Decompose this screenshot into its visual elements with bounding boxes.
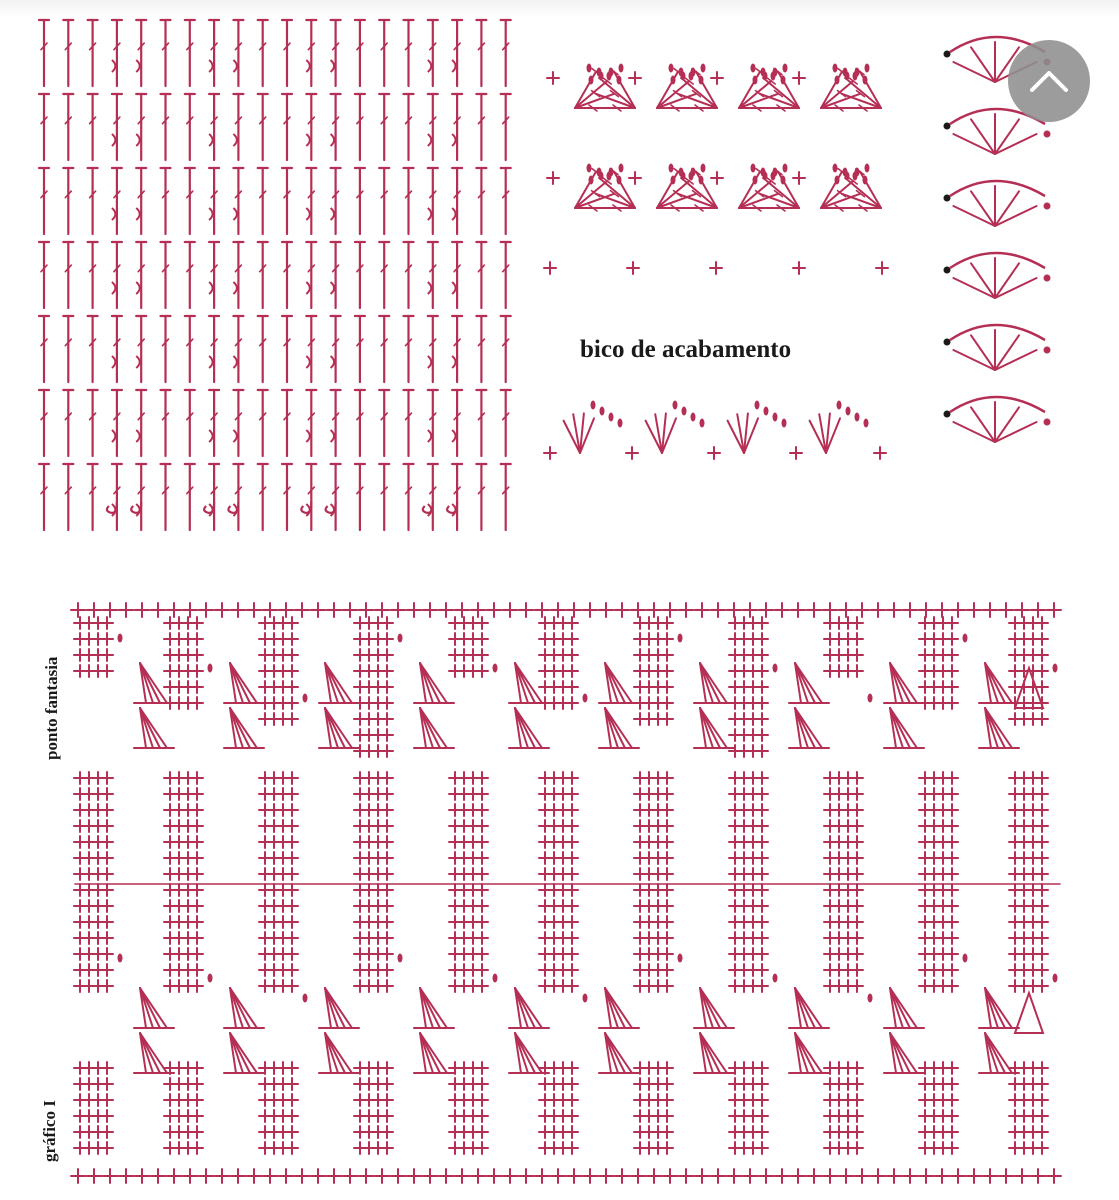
post-stitch-hook	[209, 134, 213, 146]
picot-dot	[944, 411, 951, 418]
chain-stitch-symbol	[868, 694, 873, 703]
stitch-chart-grafico	[70, 598, 1070, 1183]
post-stitch-hook	[136, 208, 140, 220]
chain-stitch-symbol	[681, 172, 686, 181]
picot-dot	[1044, 275, 1051, 282]
chain-stitch-symbol	[600, 407, 605, 416]
chain-stitch-symbol	[681, 72, 686, 81]
shell-stitch-symbol	[230, 663, 257, 703]
chain-stitch-symbol	[845, 72, 850, 81]
post-stitch-hook	[209, 356, 213, 368]
chain-stitch-symbol	[865, 164, 870, 173]
shell-stitch-symbol	[890, 663, 917, 703]
chain-stitch-symbol	[303, 694, 308, 703]
post-stitch-hook	[112, 430, 116, 442]
chain-stitch-symbol	[855, 168, 860, 177]
chain-stitch-symbol	[845, 172, 850, 181]
shell-stitch-symbol	[515, 663, 542, 703]
shell-stitch-symbol	[140, 988, 167, 1028]
shell-stitch-symbol	[795, 663, 822, 703]
shell-stitch-symbol	[230, 988, 257, 1028]
chain-stitch-symbol	[864, 419, 869, 428]
chain-stitch-symbol	[773, 168, 778, 177]
chain-stitch-symbol	[673, 401, 678, 410]
triangle-stitch-symbol	[1015, 993, 1043, 1033]
post-stitch-hook	[306, 134, 310, 146]
chain-stitch-symbol	[599, 172, 604, 181]
foundation-hook	[131, 502, 141, 513]
edging-label: bico de acabamento	[580, 336, 792, 363]
post-stitch-hook	[331, 356, 335, 368]
fancy-stitch-label: ponto fantasia	[42, 656, 61, 760]
post-stitch-hook	[233, 430, 237, 442]
picot-dot	[944, 51, 951, 58]
shell-stitch-symbol	[657, 181, 689, 208]
post-stitch-hook	[136, 134, 140, 146]
shell-stitch-symbol	[890, 988, 917, 1028]
chain-stitch-symbol	[669, 164, 674, 173]
foundation-hook	[107, 502, 117, 513]
chain-stitch-symbol	[701, 164, 706, 173]
chain-stitch-symbol	[751, 164, 756, 173]
picot-dot	[1044, 203, 1051, 210]
post-stitch-hook	[112, 356, 116, 368]
picot-dot	[944, 339, 951, 346]
fan-arc	[950, 181, 1045, 196]
chain-stitch-symbol	[678, 634, 683, 643]
picot-dot	[944, 195, 951, 202]
chain-stitch-symbol	[753, 76, 758, 85]
shell-stitch-symbol	[575, 81, 607, 108]
chain-stitch-symbol	[773, 974, 778, 983]
post-stitch-hook	[306, 430, 310, 442]
shell-stitch-symbol	[603, 181, 635, 208]
chain-stitch-symbol	[118, 954, 123, 963]
post-stitch-hook	[452, 60, 456, 72]
chain-stitch-symbol	[671, 76, 676, 85]
fan-arc	[950, 325, 1045, 340]
post-stitch-hook	[136, 60, 140, 72]
chain-stitch-symbol	[835, 176, 840, 185]
foundation-hook	[423, 502, 433, 513]
fan-arc	[950, 397, 1045, 412]
shell-stitch-symbol	[985, 988, 1012, 1028]
foundation-hook	[301, 502, 311, 513]
chart-one-label: gráfico I	[40, 1100, 59, 1162]
chain-stitch-symbol	[782, 419, 787, 428]
post-stitch-hook	[428, 60, 432, 72]
post-stitch-hook	[233, 134, 237, 146]
stitch-chart-edging	[535, 395, 900, 465]
shell-stitch-symbol	[985, 663, 1012, 703]
shell-stitch-symbol	[657, 81, 689, 108]
chain-stitch-symbol	[493, 664, 498, 673]
shell-stitch-symbol	[985, 708, 1012, 748]
shell-stitch-symbol	[849, 81, 881, 108]
chain-stitch-symbol	[589, 176, 594, 185]
shell-stitch-symbol	[739, 81, 771, 108]
shell-stitch-symbol	[325, 1033, 352, 1073]
chain-stitch-symbol	[701, 64, 706, 73]
foundation-hook	[204, 502, 214, 513]
foundation-hook	[447, 502, 457, 513]
shell-stitch-symbol	[795, 1033, 822, 1073]
chain-stitch-symbol	[753, 176, 758, 185]
shell-stitch-symbol	[230, 708, 257, 748]
chain-stitch-symbol	[591, 401, 596, 410]
shell-stitch-symbol	[821, 81, 853, 108]
chain-stitch-symbol	[609, 413, 614, 422]
shell-stitch-symbol	[515, 988, 542, 1028]
chain-stitch-symbol	[846, 407, 851, 416]
chain-stitch-symbol	[773, 664, 778, 673]
scroll-to-top-button[interactable]	[1008, 40, 1090, 122]
chain-stitch-symbol	[855, 68, 860, 77]
chain-stitch-symbol	[783, 164, 788, 173]
shell-stitch-symbol	[325, 663, 352, 703]
shell-stitch-symbol	[140, 1033, 167, 1073]
shell-stitch-symbol	[140, 708, 167, 748]
chain-stitch-symbol	[208, 974, 213, 983]
chain-stitch-symbol	[835, 76, 840, 85]
post-stitch-hook	[209, 60, 213, 72]
chain-stitch-symbol	[493, 974, 498, 983]
shell-stitch-symbol	[420, 663, 447, 703]
chain-stitch-symbol	[868, 994, 873, 1003]
shell-stitch-symbol	[515, 708, 542, 748]
picot-dot	[944, 123, 951, 130]
chain-stitch-symbol	[783, 64, 788, 73]
chain-stitch-symbol	[208, 664, 213, 673]
chain-stitch-symbol	[763, 72, 768, 81]
shell-stitch-symbol	[795, 708, 822, 748]
chain-stitch-symbol	[751, 64, 756, 73]
post-stitch-hook	[306, 60, 310, 72]
post-stitch-hook	[136, 282, 140, 294]
shell-stitch-symbol	[700, 988, 727, 1028]
chain-stitch-symbol	[963, 634, 968, 643]
shell-stitch-symbol	[575, 181, 607, 208]
post-stitch-hook	[428, 208, 432, 220]
stitch-chart-columns	[30, 12, 520, 532]
chain-stitch-symbol	[303, 994, 308, 1003]
chain-stitch-symbol	[837, 401, 842, 410]
post-stitch-hook	[136, 430, 140, 442]
chain-stitch-symbol	[599, 72, 604, 81]
post-stitch-hook	[306, 282, 310, 294]
chevron-up-icon	[1030, 70, 1068, 92]
chain-stitch-symbol	[619, 164, 624, 173]
shell-stitch-symbol	[420, 1033, 447, 1073]
post-stitch-hook	[233, 208, 237, 220]
shell-stitch-symbol	[795, 988, 822, 1028]
chain-stitch-symbol	[609, 68, 614, 77]
chain-stitch-symbol	[833, 164, 838, 173]
shell-stitch-symbol	[605, 663, 632, 703]
post-stitch-hook	[233, 60, 237, 72]
chain-stitch-symbol	[773, 68, 778, 77]
stitch-chart-shells	[535, 18, 900, 288]
post-stitch-hook	[452, 430, 456, 442]
shell-stitch-symbol	[140, 663, 167, 703]
chain-stitch-symbol	[691, 168, 696, 177]
shell-stitch-symbol	[821, 181, 853, 208]
chain-stitch-symbol	[671, 176, 676, 185]
chain-stitch-symbol	[682, 407, 687, 416]
post-stitch-hook	[136, 356, 140, 368]
shell-stitch-symbol	[700, 1033, 727, 1073]
post-stitch-hook	[428, 356, 432, 368]
shell-stitch-symbol	[605, 988, 632, 1028]
shell-stitch-symbol	[700, 663, 727, 703]
post-stitch-hook	[452, 208, 456, 220]
shell-stitch-symbol	[767, 81, 799, 108]
post-stitch-hook	[112, 282, 116, 294]
shell-stitch-symbol	[849, 181, 881, 208]
picot-dot	[1044, 131, 1051, 138]
shell-stitch-symbol	[890, 1033, 917, 1073]
post-stitch-hook	[452, 356, 456, 368]
shell-stitch-symbol	[985, 1033, 1012, 1073]
chain-stitch-symbol	[398, 954, 403, 963]
shell-stitch-symbol	[605, 708, 632, 748]
post-stitch-hook	[209, 430, 213, 442]
post-stitch-hook	[112, 208, 116, 220]
post-stitch-hook	[331, 134, 335, 146]
shell-stitch-symbol	[767, 181, 799, 208]
shell-stitch-symbol	[420, 708, 447, 748]
chain-stitch-symbol	[609, 168, 614, 177]
chain-stitch-symbol	[398, 634, 403, 643]
chain-stitch-symbol	[691, 68, 696, 77]
shell-stitch-symbol	[325, 708, 352, 748]
chain-stitch-symbol	[1053, 664, 1058, 673]
chain-stitch-symbol	[755, 401, 760, 410]
shell-stitch-symbol	[230, 1033, 257, 1073]
shell-stitch-symbol	[603, 81, 635, 108]
chain-stitch-symbol	[118, 634, 123, 643]
post-stitch-hook	[233, 282, 237, 294]
chain-stitch-symbol	[1053, 974, 1058, 983]
shell-stitch-symbol	[605, 1033, 632, 1073]
shell-stitch-symbol	[685, 181, 717, 208]
chain-stitch-symbol	[833, 64, 838, 73]
post-stitch-hook	[428, 134, 432, 146]
chain-stitch-symbol	[618, 419, 623, 428]
chain-stitch-symbol	[583, 994, 588, 1003]
chain-stitch-symbol	[764, 407, 769, 416]
chain-stitch-symbol	[669, 64, 674, 73]
chain-stitch-symbol	[587, 164, 592, 173]
shell-stitch-symbol	[700, 708, 727, 748]
chain-stitch-symbol	[963, 954, 968, 963]
chain-stitch-symbol	[619, 64, 624, 73]
chain-stitch-symbol	[589, 76, 594, 85]
chain-stitch-symbol	[700, 419, 705, 428]
shell-stitch-symbol	[325, 988, 352, 1028]
post-stitch-hook	[428, 430, 432, 442]
shell-stitch-symbol	[890, 708, 917, 748]
post-stitch-hook	[209, 208, 213, 220]
post-stitch-hook	[428, 282, 432, 294]
chain-stitch-symbol	[773, 413, 778, 422]
picot-dot	[944, 267, 951, 274]
chain-stitch-symbol	[763, 172, 768, 181]
chain-stitch-symbol	[678, 954, 683, 963]
post-stitch-hook	[331, 208, 335, 220]
post-stitch-hook	[233, 356, 237, 368]
post-stitch-hook	[452, 134, 456, 146]
foundation-hook	[228, 502, 238, 513]
post-stitch-hook	[331, 430, 335, 442]
post-stitch-hook	[331, 60, 335, 72]
post-stitch-hook	[112, 134, 116, 146]
chain-stitch-symbol	[583, 694, 588, 703]
post-stitch-hook	[306, 356, 310, 368]
foundation-hook	[326, 502, 336, 513]
picot-dot	[1044, 347, 1051, 354]
picot-dot	[1044, 419, 1051, 426]
shell-stitch-symbol	[739, 181, 771, 208]
chain-stitch-symbol	[587, 64, 592, 73]
post-stitch-hook	[112, 60, 116, 72]
post-stitch-hook	[452, 282, 456, 294]
chain-stitch-symbol	[691, 413, 696, 422]
fan-arc	[950, 253, 1045, 268]
post-stitch-hook	[306, 208, 310, 220]
post-stitch-hook	[331, 282, 335, 294]
shell-stitch-symbol	[685, 81, 717, 108]
chain-stitch-symbol	[865, 64, 870, 73]
chain-stitch-symbol	[855, 413, 860, 422]
shell-stitch-symbol	[515, 1033, 542, 1073]
shell-stitch-symbol	[420, 988, 447, 1028]
post-stitch-hook	[209, 282, 213, 294]
